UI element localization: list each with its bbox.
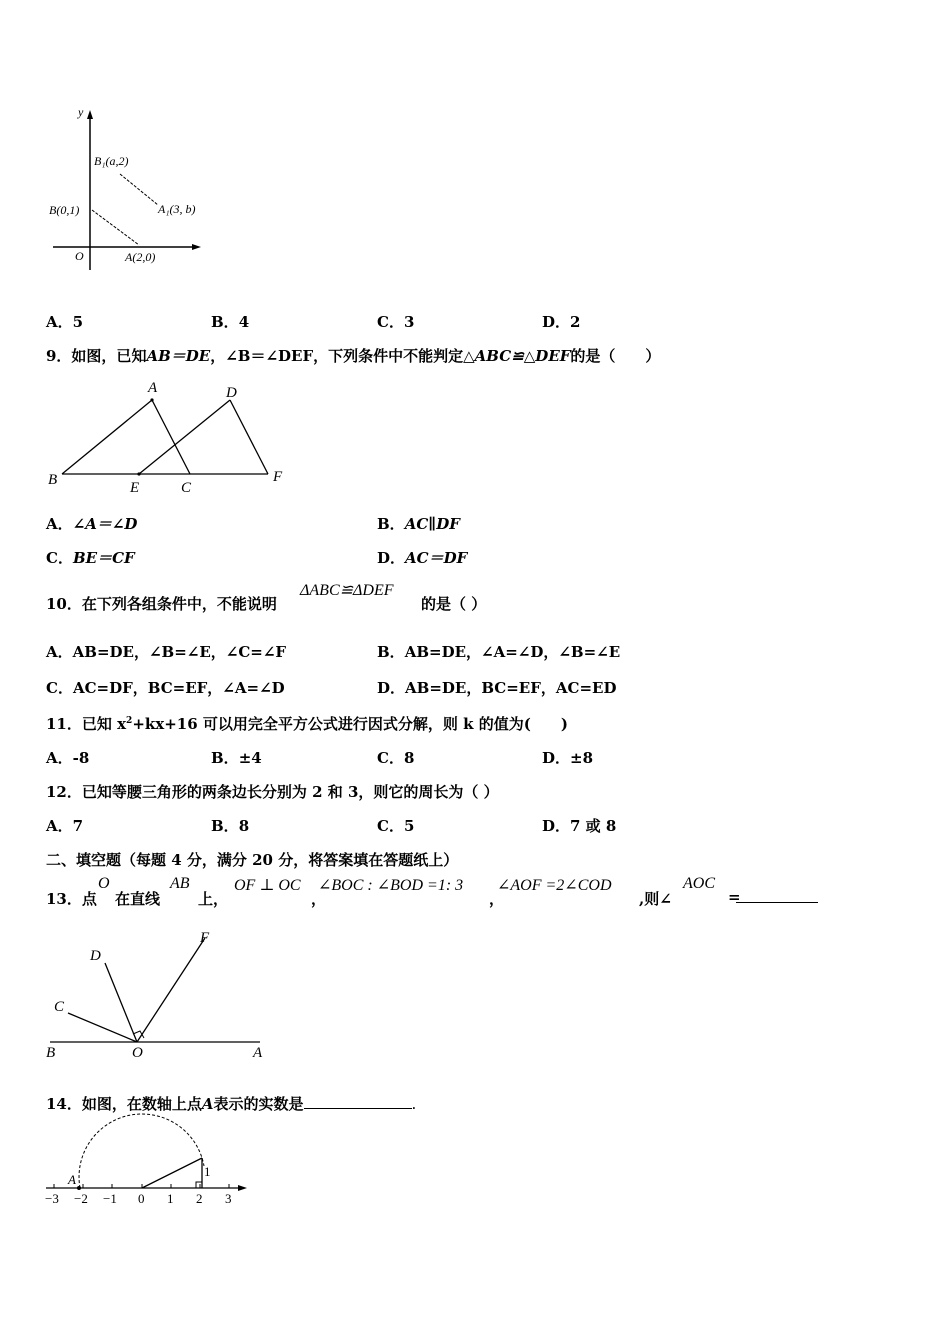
tick-label: 2 [196, 1191, 203, 1206]
q8-option-c[interactable]: C．3 [377, 313, 415, 331]
hypotenuse [142, 1158, 202, 1188]
label-f: F [273, 469, 283, 485]
q12-option-d[interactable]: D．7 或 8 [542, 817, 617, 835]
q14-answer-blank[interactable] [304, 1094, 412, 1109]
x-axis-arrow [192, 244, 201, 250]
q10-suffix: 的是（ ） [421, 595, 487, 613]
q8-coordinate-figure [45, 102, 245, 282]
label-c: C [181, 480, 192, 496]
label-origin: O [75, 249, 84, 263]
q10-option-b[interactable]: B．AB=DE，∠A=∠D，∠B=∠E [377, 643, 621, 661]
q9-option-a[interactable]: A．∠A＝∠D [46, 515, 138, 533]
label-a: A [148, 380, 158, 396]
tick-label: −1 [103, 1191, 117, 1206]
label-a: A [68, 1172, 76, 1187]
segment-df [230, 400, 268, 474]
q8-option-a[interactable]: A．5 [46, 313, 84, 331]
tick-label: 3 [225, 1191, 232, 1206]
q13-answer-blank[interactable] [736, 888, 818, 903]
q10-option-a[interactable]: A．AB=DE，∠B=∠E，∠C=∠F [46, 643, 287, 661]
segment-ba [62, 400, 152, 474]
segment-b-a [92, 210, 139, 245]
q9-option-d[interactable]: D．AC＝DF [377, 549, 468, 567]
q12-option-c[interactable]: C．5 [377, 817, 415, 835]
q8-option-b[interactable]: B．4 [211, 313, 250, 331]
label-f: F [200, 930, 210, 946]
tick-label: 1 [167, 1191, 174, 1206]
q9-triangle-figure [40, 375, 300, 495]
label-a: A [253, 1045, 263, 1061]
q10-option-d[interactable]: D．AB=DE，BC=EF，AC=ED [377, 679, 617, 697]
q11-option-b[interactable]: B．±4 [211, 749, 262, 767]
label-b1: B₁(a,2) [94, 154, 129, 168]
label-a: A(2,0) [125, 250, 156, 264]
q12-stem: 12．已知等腰三角形的两条边长分别为 2 和 3，则它的周长为（ ） [46, 783, 499, 801]
q10-option-c[interactable]: C．AC=DF，BC=EF，∠A=∠D [46, 679, 285, 697]
arc-dashed [79, 1114, 204, 1188]
label-o: O [132, 1045, 143, 1061]
tick-label: 0 [138, 1191, 145, 1206]
number-line-arrow [238, 1185, 247, 1191]
tick-label: −3 [45, 1191, 59, 1206]
section-heading-fill-in: 二、填空题（每题 4 分，满分 20 分，将答案填在答题纸上） [46, 851, 459, 869]
q9-option-b[interactable]: B．AC∥DF [377, 515, 460, 533]
q10-formula: ΔABC≌ΔDEF [300, 582, 394, 599]
q10-stem: 10．在下列各组条件中，不能说明 [46, 595, 277, 613]
q14-stem: 14．如图，在数轴上点A表示的实数是 . [46, 1095, 417, 1113]
label-d: D [226, 385, 237, 401]
ray-of [137, 938, 205, 1042]
label-b: B [46, 1045, 56, 1061]
point-a [77, 1186, 81, 1190]
label-d: D [90, 948, 101, 964]
q13-angle-figure [42, 928, 272, 1061]
y-axis-arrow [87, 110, 93, 119]
q12-option-a[interactable]: A．7 [46, 817, 84, 835]
tick-label: −2 [74, 1191, 88, 1206]
right-angle-mark [196, 1182, 202, 1188]
label-y: y [78, 105, 84, 119]
q8-option-d[interactable]: D．2 [542, 313, 581, 331]
q11-stem: 11．已知 $x^2+kx+16$ 可以用完全平方公式进行因式分解，则 k 的值为( ) [46, 715, 568, 733]
q12-option-b[interactable]: B．8 [211, 817, 250, 835]
q11-option-a[interactable]: A．-8 [46, 749, 90, 767]
q11-option-d[interactable]: D．±8 [542, 749, 594, 767]
label-a1: A₁(3, b) [158, 202, 196, 216]
q9-option-c[interactable]: C．BE＝CF [46, 549, 135, 567]
q11-option-c[interactable]: C．8 [377, 749, 415, 767]
label-e: E [130, 480, 140, 496]
q9-stem: 9．如图，已知AB＝DE，∠B＝∠DEF，下列条件中不能判定△ABC≌△DEF的是（ ） [46, 347, 661, 365]
label-one: 1 [204, 1164, 211, 1179]
q14-number-line-figure [40, 1118, 260, 1208]
label-b: B(0,1) [49, 203, 80, 217]
label-b: B [48, 472, 58, 488]
segment-b1-a1 [120, 174, 158, 205]
label-c: C [54, 999, 65, 1015]
